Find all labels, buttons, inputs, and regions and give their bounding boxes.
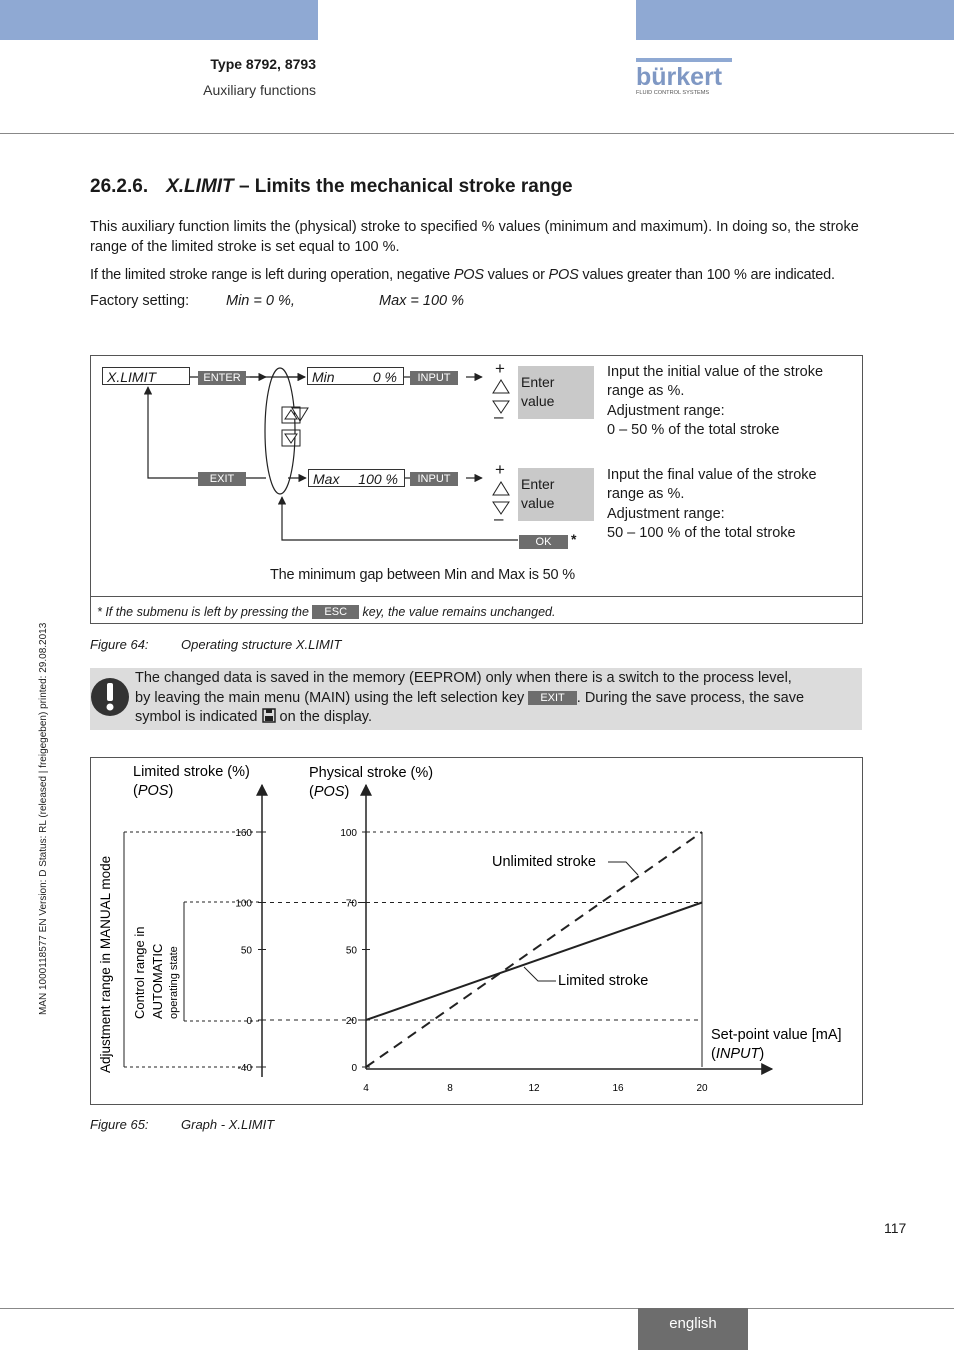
save-symbol-icon [262, 708, 276, 723]
logo-tagline: FLUID CONTROL SYSTEMS [636, 90, 710, 96]
auto-range-label-2: AUTOMATIC [150, 943, 165, 1019]
figure-64-caption: Figure 64: Operating structure X.LIMIT [90, 637, 342, 652]
exit-key-inline: EXIT [528, 691, 576, 705]
xlimit-graph [90, 757, 862, 1103]
left-axis-label: Limited stroke (%) [133, 764, 250, 780]
left-axis-tick-label: 0 [246, 1016, 252, 1027]
eeprom-note [90, 668, 862, 730]
x-axis-tick-label: 8 [447, 1083, 453, 1094]
manual-range-label: Adjustment range in MANUAL mode [98, 855, 113, 1073]
language-tab: english [638, 1308, 748, 1350]
description-max: Input the final value of the stroke range as %. Adjustment range: 50 – 100 % of the total stroke [607, 467, 817, 541]
right-axis-tick-label: 70 [345, 898, 357, 910]
header-bar-right [636, 0, 954, 40]
document-metadata: MAN 1000118577 EN Version: D Status: RL (released | freigegeben) printed: 29.08.2013 [38, 622, 49, 1015]
menu-item-xlimit: X.LIMIT [102, 367, 190, 385]
left-axis-tick-label: 100 [235, 898, 252, 910]
section-heading [90, 176, 573, 198]
page-number: 117 [884, 1220, 907, 1236]
x-axis-tick-label: 20 [696, 1083, 708, 1094]
factory-setting-label: Factory setting: [90, 293, 190, 309]
enter-key: ENTER [198, 371, 246, 385]
input-key-min: INPUT [410, 371, 458, 385]
enter-value-max: Enter value [518, 468, 594, 521]
header-divider [0, 133, 954, 134]
burkert-logo [636, 58, 732, 96]
figure-65-caption: Figure 65: Graph - X.LIMIT [90, 1117, 275, 1132]
exit-key: EXIT [198, 472, 246, 486]
document-type: Type 8792, 8793 [210, 56, 316, 72]
x-axis-tick-label: 4 [363, 1083, 369, 1094]
right-axis-tick-label: 100 [340, 828, 357, 839]
x-axis-label-input: (INPUT) [711, 1046, 765, 1062]
auto-range-label-3: operating state [168, 946, 180, 1019]
minus-sign-min: – [494, 407, 504, 426]
x-axis-tick-label: 16 [612, 1083, 624, 1094]
min-value: 0 % [372, 369, 397, 385]
eeprom-note-text: The changed data is saved in the memory (EEPROM) only when there is a switch to the process level, by leaving the main menu (MAIN) using the left selection key EXIT . During the save process, the save symbol is indicated on the display. [135, 670, 805, 725]
header-bar-left [0, 0, 318, 40]
min-field: Min 0 % [307, 367, 404, 385]
left-axis-tick-label: -40 [237, 1063, 252, 1074]
series-line-1 [366, 903, 702, 1021]
max-field: Max 100 % [308, 469, 405, 487]
enter-value-min: Enter value [518, 366, 594, 419]
right-axis-label: Physical stroke (%) [309, 765, 434, 781]
section-title: – Limits the mechanical stroke range [233, 176, 573, 197]
right-axis-tick-label: 20 [345, 1016, 357, 1027]
max-value: 100 % [358, 471, 398, 487]
x-axis-tick-label: 12 [528, 1083, 540, 1094]
esc-key: ESC [312, 605, 359, 619]
limited-stroke-label: Limited stroke [558, 973, 649, 989]
logo-wordmark: bürkert [636, 63, 723, 91]
right-axis-tick-label: 0 [351, 1063, 357, 1074]
input-key-max: INPUT [410, 472, 458, 486]
description-min: Input the initial value of the stroke range as %. Adjustment range: 0 – 50 % of the total stroke [607, 364, 824, 438]
unlimited-stroke-label: Unlimited stroke [492, 854, 596, 870]
factory-setting-min: Min = 0 %, [226, 293, 295, 309]
right-axis-label-pos: (POS) [309, 784, 350, 800]
plus-sign-min: + [495, 359, 505, 378]
footer-divider [0, 1308, 954, 1309]
minimum-gap-note: The minimum gap between Min and Max is 50 % [270, 567, 575, 583]
right-axis-tick-label: 50 [345, 945, 357, 957]
ok-key: OK [519, 535, 568, 549]
x-axis-label: Set-point value [mA] [711, 1027, 842, 1043]
section-title-keyword: X.LIMIT [166, 176, 234, 197]
left-axis-tick-label: 160 [235, 828, 252, 839]
auto-range-label-1: Control range in [132, 926, 147, 1019]
section-number: 26.2.6. [90, 176, 149, 197]
intro-paragraph-pos: If the limited stroke range is left during operation, negative POS values or POS values greater than 100 % are indicated. [90, 267, 835, 283]
document-section: Auxiliary functions [203, 82, 316, 98]
warning-exclamation-icon [90, 672, 130, 722]
left-axis-tick-label: 50 [240, 945, 252, 957]
ok-footnote-marker: * [571, 531, 577, 547]
left-axis-label-pos: (POS) [133, 783, 174, 799]
factory-setting-max: Max = 100 % [379, 293, 465, 309]
figure-64-footnote: * If the submenu is left by pressing the ESC key, the value remains unchanged. [97, 605, 556, 619]
minus-sign-max: – [494, 509, 504, 528]
plus-sign-max: + [495, 460, 505, 479]
figure-64-footnote-divider [90, 596, 862, 597]
intro-paragraph: This auxiliary function limits the (physical) stroke to specified % values (minimum and maximum). In doing so, the stroke range of the limited stroke is set equal to 100 %. [90, 219, 859, 255]
